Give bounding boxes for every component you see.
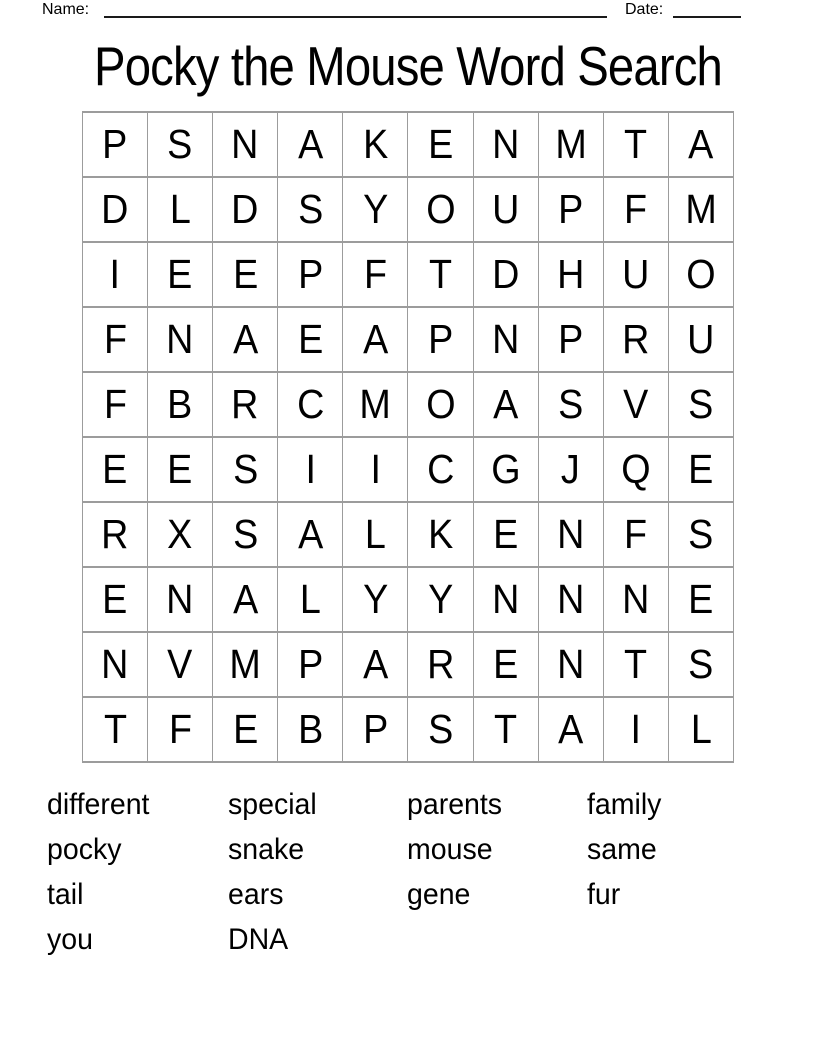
grid-row (83, 177, 734, 242)
sheet-header (0, 0, 816, 24)
grid-letter: N (231, 121, 259, 167)
grid-cell (343, 697, 408, 762)
grid-cell (408, 502, 473, 567)
grid-letter: E (232, 251, 258, 297)
word-list-item: parents (407, 788, 503, 821)
grid-cell (538, 307, 603, 372)
grid-letter: N (557, 641, 585, 687)
word-list-item: tail (47, 878, 84, 911)
grid-cell (278, 372, 343, 437)
grid-cell (148, 177, 213, 242)
grid-letter: B (297, 706, 323, 752)
grid-letter: P (297, 251, 323, 297)
grid-letter: X (167, 511, 193, 557)
grid-letter: L (169, 186, 191, 232)
grid-cell (408, 567, 473, 632)
grid-cell (603, 632, 668, 697)
grid-cell (538, 177, 603, 242)
grid-letter: P (427, 316, 454, 362)
grid-cell (603, 307, 668, 372)
grid-cell (278, 502, 343, 567)
word-list-item: special (228, 788, 317, 821)
grid-cell (603, 177, 668, 242)
grid-cell (148, 307, 213, 372)
grid-cell (278, 567, 343, 632)
word-list-item: family (587, 788, 662, 821)
grid-letter: I (305, 446, 316, 492)
grid-letter: A (362, 316, 388, 362)
grid-letter: T (624, 641, 648, 687)
word-list (0, 782, 816, 982)
grid-letter: U (687, 316, 715, 362)
grid-cell (538, 697, 603, 762)
grid-letter: E (232, 706, 258, 752)
grid-letter: R (426, 641, 455, 687)
grid-cell (83, 502, 148, 567)
grid-letter: N (622, 576, 650, 622)
grid-cell (408, 242, 473, 307)
name-fill-line (104, 0, 607, 18)
grid-letter: E (102, 576, 128, 622)
grid-letter: A (493, 381, 519, 427)
grid-letter: P (297, 641, 323, 687)
word-list-item: snake (228, 833, 305, 866)
grid-letter: Y (427, 576, 454, 622)
grid-letter: S (558, 381, 584, 427)
word-list-item: ears (228, 878, 284, 911)
word-list-item: DNA (228, 923, 289, 956)
grid-letter: S (688, 381, 714, 427)
word-list-item: fur (587, 878, 621, 911)
grid-letter: F (624, 511, 648, 557)
grid-letter: E (688, 576, 714, 622)
grid-row (83, 307, 734, 372)
grid-letter: A (297, 121, 323, 167)
grid-letter: N (101, 641, 129, 687)
grid-cell (343, 112, 408, 177)
grid-letter: C (426, 446, 455, 492)
grid-letter: I (370, 446, 381, 492)
grid-letter: K (362, 121, 388, 167)
grid-cell (473, 697, 538, 762)
grid-row (83, 372, 734, 437)
grid-cell (668, 697, 733, 762)
grid-letter: E (427, 121, 454, 167)
grid-cell (343, 632, 408, 697)
grid-cell (148, 632, 213, 697)
grid-cell (83, 697, 148, 762)
grid-letter: E (167, 251, 193, 297)
grid-cell (408, 307, 473, 372)
grid-cell (278, 632, 343, 697)
grid-letter: U (622, 251, 650, 297)
grid-row (83, 437, 734, 502)
grid-letter: N (491, 121, 520, 167)
grid-cell (668, 502, 733, 567)
name-label: Name: (42, 1, 90, 18)
grid-cell (473, 567, 538, 632)
grid-letter: N (491, 576, 520, 622)
grid-letter: E (102, 446, 128, 492)
word-list-item: same (587, 833, 657, 866)
grid-letter: A (297, 511, 323, 557)
grid-cell (83, 567, 148, 632)
grid-cell (603, 437, 668, 502)
grid-letter: T (624, 121, 648, 167)
grid-letter: N (557, 576, 585, 622)
grid-row (83, 567, 734, 632)
grid-cell (408, 112, 473, 177)
grid-cell (668, 437, 733, 502)
grid-letter: S (688, 511, 714, 557)
grid-letter: V (623, 381, 649, 427)
grid-letter: F (363, 251, 387, 297)
grid-cell (473, 242, 538, 307)
grid-letter: F (103, 381, 127, 427)
grid-letter: P (558, 186, 584, 232)
word-list-column (228, 782, 321, 962)
grid-letter: P (558, 316, 584, 362)
word-list-item: mouse (407, 833, 493, 866)
grid-letter: E (493, 511, 519, 557)
grid-letter: S (297, 186, 323, 232)
word-search-grid (82, 111, 734, 763)
grid-letter: Y (362, 576, 388, 622)
date-fill-line (673, 0, 741, 18)
grid-cell (213, 307, 278, 372)
grid-letter: S (688, 641, 714, 687)
grid-letter: T (103, 706, 127, 752)
grid-cell (408, 177, 473, 242)
grid-cell (473, 437, 538, 502)
grid-letter: D (101, 186, 129, 232)
grid-cell (213, 437, 278, 502)
grid-letter: S (167, 121, 193, 167)
grid-letter: A (232, 576, 258, 622)
grid-cell (538, 632, 603, 697)
grid-cell (278, 307, 343, 372)
grid-cell (213, 502, 278, 567)
grid-letter: O (425, 186, 456, 232)
grid-cell (473, 177, 538, 242)
grid-row (83, 112, 734, 177)
grid-letter: I (630, 706, 642, 752)
grid-cell (148, 372, 213, 437)
grid-letter: L (299, 576, 321, 622)
grid-cell (603, 242, 668, 307)
grid-cell (538, 372, 603, 437)
grid-letter: E (688, 446, 714, 492)
grid-letter: R (231, 381, 259, 427)
grid-cell (408, 437, 473, 502)
grid-cell (278, 112, 343, 177)
grid-row (83, 697, 734, 762)
grid-cell (473, 372, 538, 437)
grid-letter: L (364, 511, 386, 557)
grid-letter: F (624, 186, 648, 232)
grid-letter: P (362, 706, 388, 752)
grid-letter: F (103, 316, 127, 362)
grid-letter: N (166, 316, 194, 362)
grid-cell (603, 697, 668, 762)
grid-cell (213, 372, 278, 437)
grid-letter: E (297, 316, 323, 362)
grid-letter: H (557, 251, 585, 297)
grid-cell (83, 307, 148, 372)
grid-cell (83, 177, 148, 242)
grid-cell (83, 112, 148, 177)
grid-letter: A (558, 706, 584, 752)
grid-cell (148, 242, 213, 307)
grid-letter: R (622, 316, 650, 362)
grid-cell (83, 242, 148, 307)
grid-letter: T (494, 706, 518, 752)
grid-cell (538, 502, 603, 567)
grid-letter: L (690, 706, 712, 752)
grid-letter: S (427, 706, 454, 752)
grid-letter: N (166, 576, 194, 622)
date-label: Date: (625, 1, 664, 18)
grid-cell (343, 307, 408, 372)
grid-cell (668, 632, 733, 697)
grid-letter: A (688, 121, 714, 167)
grid-row (83, 632, 734, 697)
grid-cell (538, 567, 603, 632)
word-list-item: gene (407, 878, 471, 911)
grid-cell (343, 177, 408, 242)
grid-letter: S (232, 511, 258, 557)
grid-cell (538, 112, 603, 177)
grid-letter: D (491, 251, 520, 297)
grid-cell (278, 177, 343, 242)
grid-cell (408, 372, 473, 437)
grid-cell (668, 177, 733, 242)
grid-cell (668, 307, 733, 372)
grid-letter: J (561, 446, 581, 492)
grid-cell (83, 372, 148, 437)
grid-letter: R (101, 511, 129, 557)
grid-cell (473, 307, 538, 372)
grid-cell (473, 632, 538, 697)
grid-cell (148, 697, 213, 762)
grid-cell (83, 437, 148, 502)
grid-cell (83, 632, 148, 697)
grid-letter: E (167, 446, 193, 492)
grid-letter: G (490, 446, 521, 492)
grid-cell (408, 632, 473, 697)
grid-cell (213, 697, 278, 762)
grid-letter: C (296, 381, 324, 427)
grid-letter: K (427, 511, 454, 557)
word-list-item: different (47, 788, 150, 821)
grid-letter: Q (621, 446, 651, 492)
grid-letter: S (232, 446, 258, 492)
grid-cell (148, 112, 213, 177)
grid-cell (603, 502, 668, 567)
grid-cell (343, 567, 408, 632)
word-list-item: you (47, 923, 93, 956)
grid-letter: M (229, 641, 261, 687)
grid-letter: P (102, 121, 128, 167)
grid-row (83, 502, 734, 567)
word-list-column (407, 782, 507, 917)
grid-cell (213, 632, 278, 697)
word-list-column (587, 782, 665, 917)
grid-letter: M (554, 121, 587, 167)
grid-row (83, 242, 734, 307)
grid-cell (278, 437, 343, 502)
grid-letter: E (493, 641, 519, 687)
grid-cell (603, 372, 668, 437)
grid-letter: A (362, 641, 388, 687)
grid-letter: M (359, 381, 392, 427)
grid-cell (343, 242, 408, 307)
grid-letter: T (428, 251, 453, 297)
grid-cell (213, 112, 278, 177)
grid-cell (213, 567, 278, 632)
grid-cell (278, 697, 343, 762)
grid-cell (343, 437, 408, 502)
grid-letter: B (167, 381, 193, 427)
grid-cell (278, 242, 343, 307)
grid-letter: U (491, 186, 520, 232)
grid-cell (148, 567, 213, 632)
grid-cell (603, 567, 668, 632)
grid-cell (668, 372, 733, 437)
grid-letter: O (686, 251, 716, 297)
grid-cell (213, 177, 278, 242)
grid-letter: O (425, 381, 456, 427)
grid-letter: A (232, 316, 258, 362)
grid-letter: N (491, 316, 520, 362)
grid-cell (213, 242, 278, 307)
grid-cell (473, 112, 538, 177)
grid-cell (343, 372, 408, 437)
grid-cell (668, 567, 733, 632)
word-list-column (47, 782, 155, 962)
grid-cell (603, 112, 668, 177)
puzzle-title: Pocky the Mouse Word Search (94, 35, 722, 97)
grid-letter: M (685, 186, 717, 232)
grid-letter: D (231, 186, 259, 232)
grid-letter: N (557, 511, 585, 557)
grid-cell (148, 437, 213, 502)
grid-letter: V (167, 641, 193, 687)
grid-letter: I (109, 251, 121, 297)
letter-grid-body (83, 112, 734, 762)
grid-cell (408, 697, 473, 762)
grid-cell (538, 437, 603, 502)
grid-cell (148, 502, 213, 567)
grid-cell (473, 502, 538, 567)
grid-cell (668, 242, 733, 307)
grid-letter: F (168, 706, 192, 752)
grid-cell (538, 242, 603, 307)
word-list-item: pocky (47, 833, 122, 866)
grid-cell (668, 112, 733, 177)
grid-letter: Y (362, 186, 388, 232)
grid-cell (343, 502, 408, 567)
